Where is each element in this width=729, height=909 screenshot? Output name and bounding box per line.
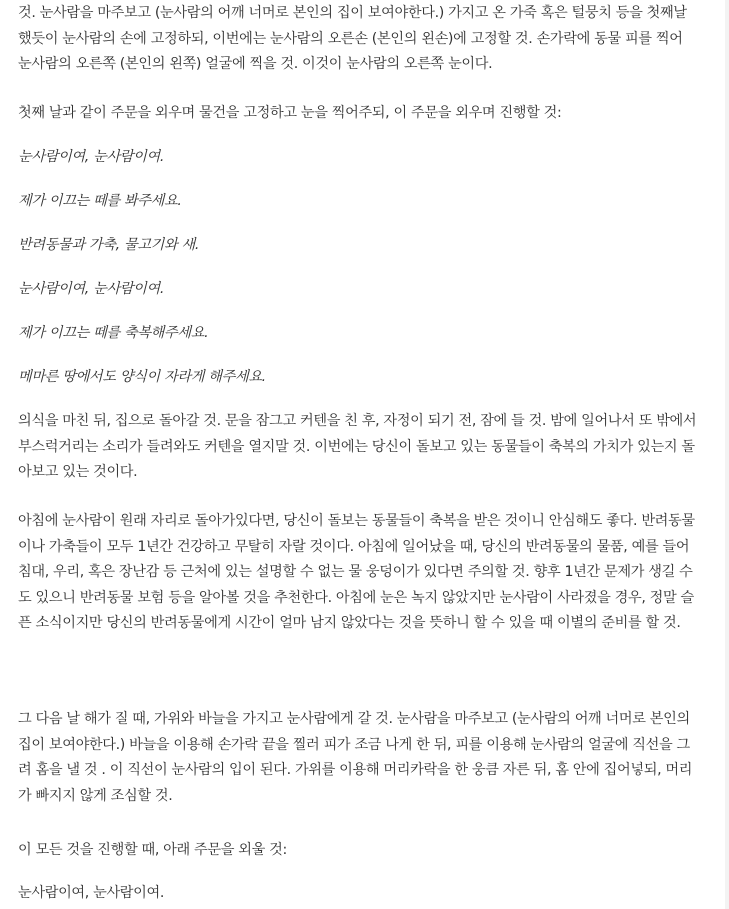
text-line: 눈사람이여, 눈사람이여. (18, 885, 165, 901)
incantation-line (18, 277, 164, 303)
text-line: 아침에 눈사람이 원래 자리로 돌아가있다면, 당신이 돌보는 동물들이 축복을 받은 것이니 안심해도 좋다. 반려동물 (18, 513, 695, 529)
text-line: 반려동물과 가축, 물고기와 새. (18, 237, 200, 253)
text-line: 도 있으니 반려동물 보험 등을 알아볼 것을 추천한다. 아침에 눈은 녹지 않았지만 눈사람이 사라졌을 경우, 정말 슬 (18, 589, 694, 606)
text-line: 것. 눈사람을 마주보고 (눈사람의 어깨 너머로 본인의 집이 보여야한다.) 가지고 온 가죽 혹은 털뭉치 등을 첫째날 (18, 5, 687, 21)
incantation-line (18, 189, 182, 215)
text-line: 눈사람이여, 눈사람이여. (18, 149, 165, 165)
text-line: 침대, 우리, 혹은 장난감 등 근처에 있는 설명할 수 없는 물 웅덩이가 있다면 주의할 것. 향후 1년간 문제가 생길 수 (18, 564, 693, 580)
paragraph (18, 838, 287, 864)
text-line: 집이 보여야한다.) 바늘을 이용해 손가락 끝을 찔러 피가 조금 나게 한 뒤, 피를 이용해 눈사람의 얼굴에 직선을 그 (18, 736, 690, 753)
text-line: 이 모든 것을 진행할 때, 아래 주문을 외울 것: (18, 842, 287, 858)
text-line: 제가 이끄는 떼를 축복해주세요. (18, 325, 209, 341)
paragraph (18, 881, 164, 907)
text-line: 부스럭거리는 소리가 들려와도 커텐을 열지말 것. 이번에는 당신이 돌보고 있는 동물들이 축복의 가치가 있는지 돌 (18, 438, 695, 455)
text-line: 했듯이 눈사람의 손에 고정하되, 이번에는 눈사람의 오른손 (본인의 왼손)에 고정할 것. 손가락에 동물 피를 찍어 (18, 30, 683, 47)
text-line: 픈 소식이지만 당신의 반려동물에게 시간이 얼마 남지 않았다는 것을 뜻하니 할 수 있을 때 이별의 준비를 할 것. (18, 615, 681, 631)
paragraph (18, 509, 695, 637)
paragraph (18, 707, 692, 809)
text-line: 려 홈을 낼 것 . 이 직선이 눈사람의 입이 된다. 가위를 이용해 머리카락을 한 웅큼 자른 뒤, 홈 안에 집어넣되, 머리 (18, 762, 693, 778)
incantation-line (18, 233, 199, 259)
paragraph (18, 409, 696, 486)
text-line: 그 다음 날 해가 질 때, 가위와 바늘을 가지고 눈사람에게 갈 것. 눈사람을 마주보고 (눈사람의 어깨 너머로 본인의 (18, 711, 690, 727)
text-line: 의식을 마친 뒤, 집으로 돌아갈 것. 문을 잠그고 커텐을 친 후, 자정이 되기 전, 잠에 들 것. 밤에 일어나서 또 밖에서 (18, 413, 697, 429)
text-line: 눈사람이여, 눈사람이여. (18, 281, 165, 297)
incantation-line (18, 321, 208, 347)
text-line: 눈사람의 오른쪽 (본인의 왼쪽) 얼굴에 찍을 것. 이것이 눈사람의 오른쪽 눈이다. (18, 56, 493, 72)
text-line: 제가 이끄는 떼를 봐주세요. (18, 193, 182, 209)
incantation-line (18, 145, 164, 171)
paragraph (18, 1, 687, 78)
text-line: 메마른 땅에서도 양식이 자라게 해주세요. (18, 369, 266, 385)
page-scrollbar[interactable] (725, 0, 729, 909)
text-line: 첫째 날과 같이 주문을 외우며 물건을 고정하고 눈을 찍어주되, 이 주문을 외우며 진행할 것: (18, 105, 562, 121)
text-line: 아보고 있는 것이다. (18, 464, 138, 480)
text-line: 이나 가축들이 모두 1년간 건강하고 무탈히 자랄 것이다. 아침에 일어났을 때, 당신의 반려동물의 물품, 예를 들어 (18, 538, 690, 555)
incantation-line (18, 365, 266, 391)
text-line: 가 빠지지 않게 조심할 것. (18, 787, 173, 804)
paragraph (18, 101, 561, 127)
